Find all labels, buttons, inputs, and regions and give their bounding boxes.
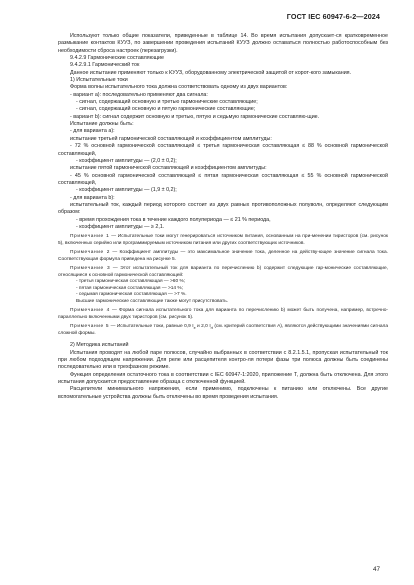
list-item: - время прохождения тока в течение каждого полупериода — ≤ 21 % периода, [76, 216, 271, 223]
note-text: (см. критерий соответствия A), являются действующими значениями сигнала сложной формы. [58, 324, 388, 336]
note-text: — Испытательные токи, равные 0,9 I [109, 324, 194, 330]
note-text: — Испытательные токи могут генерироваться источником питания, основанным на при-менении тиристоров (см. рисунок 5), включенных серийно или программируемым источником питания или других соответствующих источников. [58, 234, 388, 246]
list-item: - 45 % основной гармонической составляющей ≤ пятая гармоническая составляющая ≤ 55 % основной гармонической составляющей, [58, 172, 388, 186]
paragraph: Данное испытание применяют только к КУУЗ, оборудованному электрической защитой от корот-кого замыкания. [70, 69, 352, 76]
subscript: e [193, 326, 196, 331]
note-5 [58, 324, 388, 337]
list-item: - для варианта а): [70, 128, 115, 135]
standard-header: ГОСТ IEC 60947-6-2—2024 [286, 12, 380, 21]
note-list-item: Высшие гармонические составляющие также могут присутствовать. [76, 298, 229, 304]
list-item: - для варианта b): [70, 194, 115, 201]
paragraph: Расцепители минимального напряжения, если применимо, подключены к питанию или отключены. Все другие вспомогательные устройства должны быть отключены во время проведения испытания. [58, 386, 388, 400]
note-label: Примечание 2 [70, 250, 110, 256]
note-3 [58, 266, 388, 279]
list-item: - сигнал, содержащий основную и третью гармонические составляющие; [76, 99, 258, 106]
note-1 [58, 234, 388, 247]
item-heading: 2) Методика испытаний [70, 342, 129, 349]
paragraph: испытание пятой гармонической составляющей и коэффициентом амплитуды: [70, 165, 267, 172]
list-item: - 72 % основной гармонической составляющей ≤ третья гармоническая составляющая ≤ 88 % основной гармонической составляющей, [58, 143, 388, 157]
paragraph: испытательный ток, каждый период которого состоит из двух равных противоположных полуволн, определяют следующим образом: [58, 201, 388, 216]
note-list-item: - седьмая гармоническая составляющая — >7 %. [76, 292, 187, 298]
note-list-item: - пятая гармоническая составляющая — >14 %; [76, 285, 184, 291]
list-item: - вариант а): последовательно применяют два сигнала: [70, 91, 208, 98]
paragraph: Испытания проводят на любой паре полюсов, случайно выбранных в соответствии с 8.2.1.5.1, пропуская испытательный ток при любом подходящем напряжении. Для реле или расцепителя контро-ля потери фазы три полюса должны быть соединены последовательно или в трехфазном режиме. [58, 349, 388, 371]
list-item: - вариант b): сигнал содержит основную и третью, пятую и седьмую гармонические составляю-щие. [70, 113, 320, 120]
paragraph: Испытание должны быть: [70, 121, 134, 128]
subsection-heading: 9.4.2.9.1 Гармонический ток [70, 62, 140, 69]
note-label: Примечание 3 [70, 266, 111, 272]
section-heading: 9.4.2.9 Гармонические составляющие [70, 55, 164, 62]
paragraph: Форма волны испытательного тока должна соответствовать одному из двух вариантов: [70, 84, 288, 91]
note-label: Примечание 1 [70, 234, 110, 240]
note-text: и 2,0 I [195, 324, 211, 330]
note-list-item: - третья гармоническая составляющая — >60 %; [76, 279, 186, 285]
page-number: 47 [372, 566, 380, 573]
page-body [58, 33, 388, 401]
list-item: - коэффициент амплитуды — ≥ 2,1. [76, 223, 165, 230]
list-item: - сигнал, содержащий основную и пятую гармонические составляющие; [76, 106, 256, 113]
note-label: Примечание 4 [70, 308, 110, 314]
note-4 [58, 308, 388, 321]
note-label: Примечание 5 [70, 324, 110, 330]
subscript: rt [210, 326, 213, 331]
paragraph: испытание третьей гармонической составляющей и коэффициентом амплитуды: [70, 135, 272, 142]
list-item: - коэффициент амплитуды — (1,9 ± 0,2); [76, 187, 177, 194]
paragraph: Функция определения остаточного тока в соответствии с IEC 60947-1:2020, приложение T, должна быть отключена. Для этого испытания допускается предоставление образца с отключенной функцией. [58, 371, 388, 385]
note-text: — Форма сигнала испытательного тока для варианта по перечислению b) может быть получена, например, встречно-параллельно включенными двух тиристоров (см. рисунок 5). [58, 308, 388, 320]
note-text: — Этот испытательный ток для варианта по перечислению b) содержит следующие гар-монические составляющие, относящиеся к основной гармонической составляющей: [58, 266, 388, 278]
list-item: - коэффициент амплитуды — (2,0 ± 0,2); [76, 157, 177, 164]
paragraph: Используют только общие показатели, приведенные в таблице 14. Во время испытания допускает-ся кратковременное размыкание контактов КУУЗ, по завершении проведения испытаний КУУЗ должно оставаться полностью работоспособным без необходимости сброса настроек (перезагрузки). [58, 33, 388, 54]
item-heading: 1) Испытательные токи [70, 77, 128, 84]
note-2 [58, 250, 388, 263]
note-text: — Коэффициент амплитуды — это максимальное значение тока, деленное на действу-ющее значение сигнала тока. Соответствующая формула приведена на рисунке 5. [58, 250, 388, 262]
